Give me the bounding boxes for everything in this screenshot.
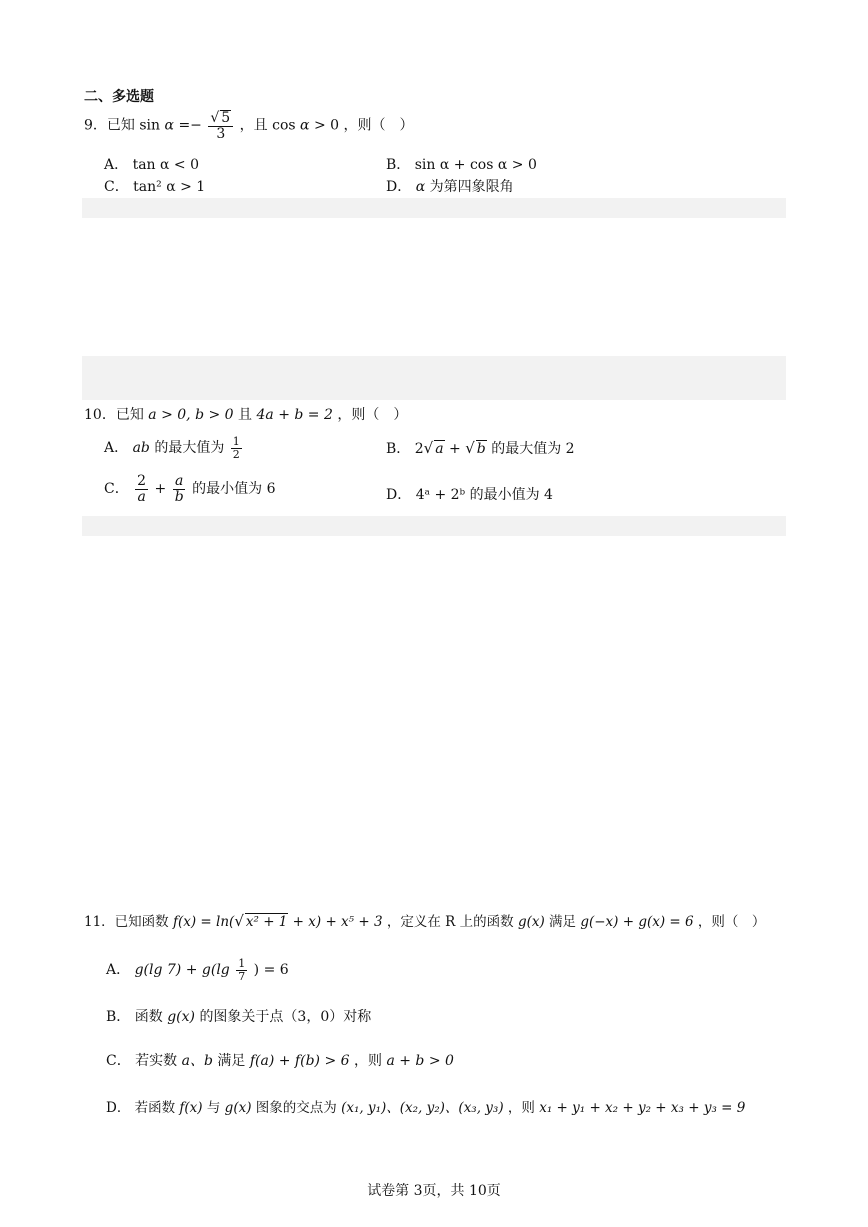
q10-option-d[interactable]: D． 4ᵃ + 2ᵇ 的最小值为 4 [386, 487, 553, 503]
page-footer: 试卷第 3页，共 10页 [367, 1183, 501, 1199]
fraction-one-half: $\frac{1}{2}$ [232, 435, 240, 461]
q10-option-a[interactable]: A． ab 的最大值为 $\frac{1}{2}$ [104, 435, 240, 461]
fraction-2-over-a: $\frac{2}{a}$ [137, 473, 147, 505]
section-title: 二、多选题 [84, 89, 154, 105]
q11-option-d[interactable]: D． 若函数 f(x) 与 g(x) 图象的交点为 (x₁, y₁)、(x₂, y₂)、(x₃, y₃) ，则 x₁ + y₁ + x₂ + y₂ + x₃ + y₃ = 9 [106, 1100, 746, 1116]
q11-option-a[interactable]: A． g(lg 7) + g(lg $\frac{1}{7}$ ) = 6 [106, 957, 289, 983]
q9-option-c[interactable]: C． tan² α > 1 [104, 179, 206, 195]
question-10-stem: 10．已知 a > 0, b > 0 且 4a + b = 2 ，则（ ） [84, 407, 408, 423]
q10-option-c[interactable]: C． $\frac{2}{a}$ + $\frac{a}{b}$ 的最小值为 6 [104, 473, 276, 505]
q9-option-d[interactable]: D． α 为第四象限角 [386, 179, 514, 195]
answer-band [82, 356, 786, 400]
answer-band [82, 198, 786, 218]
q11-option-b[interactable]: B． 函数 g(x) 的图象关于点（3，0）对称 [106, 1009, 372, 1025]
fraction-sqrt5-over-3: $\frac{√ 5}{3}$ [208, 110, 233, 141]
q9-option-b[interactable]: B． sin α + cos α > 0 [386, 157, 537, 173]
fraction-one-seventh: $\frac{1}{7}$ [238, 957, 246, 983]
fraction-a-over-b: $\frac{a}{b}$ [174, 473, 184, 505]
q11-option-c[interactable]: C． 若实数 a、b 满足 f(a) + f(b) > 6 ，则 a + b > 0 [106, 1053, 454, 1069]
q10-option-b[interactable]: B． 2√ a + √ b 的最大值为 2 [386, 439, 575, 457]
q9-option-a[interactable]: A． tan α < 0 [104, 157, 200, 173]
answer-band [82, 516, 786, 536]
question-9-stem: 9．已知 sin α =− $\frac{√ 5}{3}$ ，且 cos α > 0 ，则（ ） [84, 110, 414, 142]
question-11-stem: 11．已知函数 f(x) = ln(√ x² + 1 + x) + x⁵ + 3 ，定义在 R 上的函数 g(x) 满足 g(−x) + g(x) = 6 ，则（ ） [84, 912, 766, 930]
